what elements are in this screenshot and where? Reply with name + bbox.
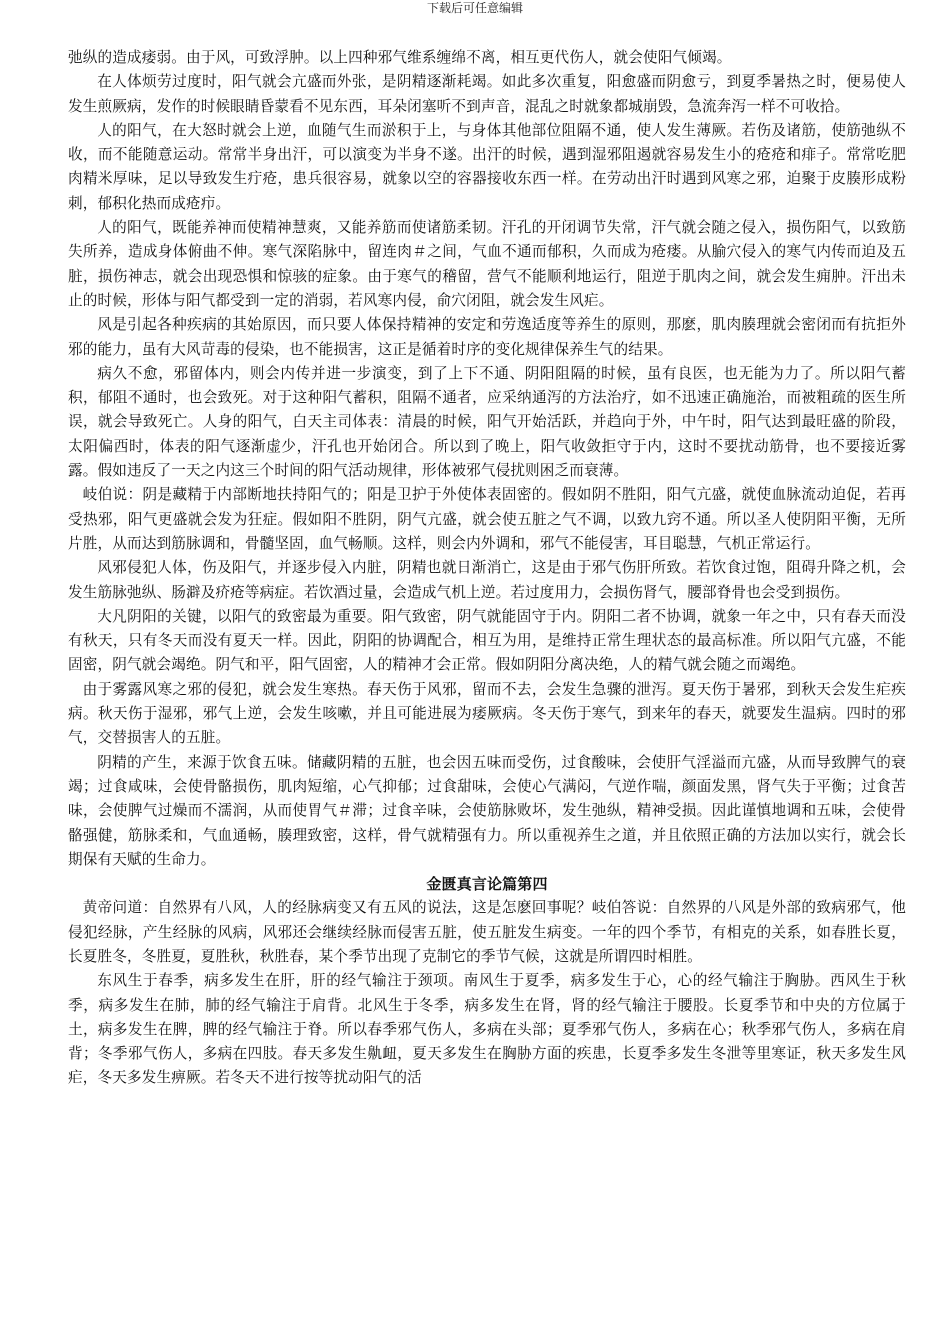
paragraph: 弛纵的造成痿弱。由于风，可致浮肿。以上四种邪气维系缠绵不离，相互更代伤人，就会使阳气倾竭。 [68, 49, 732, 66]
paragraph: 风是引起各种疾病的其始原因，而只要人体保持精神的安定和劳逸适度等养生的原则，那麽，肌肉腠理就会密闭而有抗拒外邪的能力，虽有大风苛毒的侵染，也不能损害，这正是循着时序的变化规律保养生气的结果。 [68, 316, 906, 358]
paragraph: 人的阳气，在大怒时就会上逆，血随气生而淤积于上，与身体其他部位阻隔不通，使人发生薄厥。若伤及诸筋，使筋弛纵不收，而不能随意运动。常常半身出汗，可以演变为半身不遂。出汗的时候，遇到湿邪阻遏就容易发生小的疮疮和痱子。常常吃肥肉精米厚味，足以导致发生疔疮，患兵很容易，就象以空的容器接收东西一样。在劳动出汗时遇到风寒之邪，迫聚于皮腠形成粉刺，郁积化热而成疮疖。 [68, 121, 906, 212]
page-header: 下载后可任意编辑 [426, 1, 523, 15]
paragraph: 黄帝问道：自然界有八风，人的经脉病变又有五风的说法，这是怎麽回事呢？岐伯答说：自然界的八风是外部的致病邪气，他侵犯经脉，产生经脉的风病，风邪还会继续经脉而侵害五脏，使五脏发生病变。一年的四个季节，有相克的关系，如春胜长夏，长夏胜冬，冬胜夏，夏胜秋，秋胜春，某个季节出现了克制它的季节气候，这就是所谓四时相胜。 [68, 899, 906, 965]
paragraph: 东风生于春季，病多发生在肝，肝的经气输注于颈项。南风生于夏季，病多发生于心，心的经气输注于胸胁。西风生于秋季，病多发生在肺，肺的经气输注于肩背。北风生于冬季，病多发生在肾，肾的经气输注于腰股。长夏季节和中央的方位属于土，病多发生在脾，脾的经气输注于脊。所以春季邪气伤人，多病在头部；夏季邪气伤人，多病在心；秋季邪气伤人，多病在肩背；冬季邪气伤人，多病在四肢。春天多发生鼽衄，夏天多发生在胸胁方面的疾患，长夏季多发生冬泄等里寒证，秋天多发生风疟，冬天多发生痹厥。若冬天不进行按等扰动阳气的活 [68, 972, 906, 1087]
paragraph: 病久不愈，邪留体内，则会内传并进一步演变，到了上下不通、阴阳阻隔的时候，虽有良医，也无能为力了。所以阳气蓄积，郁阻不通时，也会致死。对于这种阳气蓄积，阻隔不通者，应采纳通泻的方法治疗，如不迅速正确施治，而被粗疏的医生所误，就会导致死亡。人身的阳气，白天主司体表：清晨的时候，阳气开始活跃，并趋向于外，中午时，阳气达到最旺盛的阶段，太阳偏西时，体表的阳气逐渐虚少，汗孔也开始闭合。所以到了晚上，阳气收敛拒守于内，这时不要扰动筋骨，也不要接近雾露。假如违反了一天之内这三个时间的阳气活动规律，形体被邪气侵扰则困乏而衰薄。 [68, 364, 906, 480]
paragraph: 在人体烦劳过度时，阳气就会亢盛而外张，是阴精逐渐耗竭。如此多次重复，阳愈盛而阴愈亏，到夏季暑热之时，便易使人发生煎厥病，发作的时候眼睛昏蒙看不见东西，耳朵闭塞听不到声音，混乱之时就象都城崩毁，急流奔泻一样不可收拾。 [68, 73, 906, 115]
document-body [68, 46, 906, 1091]
paragraph: 风邪侵犯人体，伤及阳气，并逐步侵入内脏，阴精也就日渐消亡，这是由于邪气伤肝所致。若饮食过饱，阻碍升降之机，会发生筋脉弛纵、肠澼及疥疮等病症。若饮酒过量，会造成气机上逆。若过度用力，会损伤肾气，腰部脊骨也会受到损伤。 [68, 559, 906, 601]
paragraph: 人的阳气，既能养神而使精神慧爽，又能养筋而使诸筋柔韧。汗孔的开闭调节失常，汗气就会随之侵入，损伤阳气，以致筋失所养，造成身体俯曲不伸。寒气深陷脉中，留连肉＃之间，气血不通而郁积，久而成为疮瘘。从腧穴侵入的寒气内传而迫及五脏，损伤神志，就会出现恐惧和惊骇的症象。由于寒气的稽留，营气不能顺利地运行，阻逆于肌肉之间，就会发生痈肿。汗出未止的时候，形体与阳气都受到一定的消弱，若风寒内侵，俞穴闭阻，就会发生风疟。 [68, 219, 906, 309]
paragraph: 大凡阴阳的关键，以阳气的致密最为重要。阳气致密，阴气就能固守于内。阴阳二者不协调，就象一年之中，只有春天而没有秋天，只有冬天而没有夏天一样。因此，阴阳的协调配合，相互为用，是维持正常生理状态的最高标准。所以阳气亢盛，不能固密，阴气就会竭绝。阴气和平，阳气固密，人的精神才会正常。假如阴阳分离决绝，人的精气就会随之而竭绝。 [68, 607, 906, 674]
paragraph: 阴精的产生，来源于饮食五味。储藏阴精的五脏，也会因五味而受伤，过食酸味，会使肝气淫溢而亢盛，从而导致脾气的衰竭；过食咸味，会使骨骼损伤，肌肉短缩，心气抑郁；过食甜味，会使心气满闷，气逆作喘，颜面发黑，肾气失于平衡；过食苦味，会使脾气过燥而不濡润，从而使胃气＃滞；过食辛味，会使筋脉败坏，发生弛纵，精神受损。因此谨慎地调和五味，会使骨骼强健，筋脉柔和，气血通畅，腠理致密，这样，骨气就精强有力。所以重视养生之道，并且依照正确的方法加以实行，就会长期保有天赋的生命力。 [68, 753, 906, 868]
paragraph: 岐伯说：阴是藏精于内部断地扶持阳气的；阳是卫护于外使体表固密的。假如阴不胜阳，阳气亢盛，就使血脉流动迫促，若再受热邪，阳气更盛就会发为狂症。假如阳不胜阴，阴气亢盛，就会使五脏之气不调，以致九窍不通。所以圣人使阴阳平衡，无所片胜，从而达到筋脉调和，骨髓坚固，血气畅顺。这样，则会内外调和，邪气不能侵害，耳目聪慧，气机正常运行。 [68, 486, 906, 552]
section-title: 金匮真言论篇第四 [426, 875, 548, 894]
paragraph: 由于雾露风寒之邪的侵犯，就会发生寒热。春天伤于风邪，留而不去，会发生急骤的泄泻。夏天伤于暑邪，到秋天会发生疟疾病。秋天伤于湿邪，邪气上逆，会发生咳嗽，并且可能进展为痿厥病。冬天伤于寒气，到来年的春天，就要发生温病。四时的邪气，交替损害人的五脏。 [68, 680, 906, 747]
